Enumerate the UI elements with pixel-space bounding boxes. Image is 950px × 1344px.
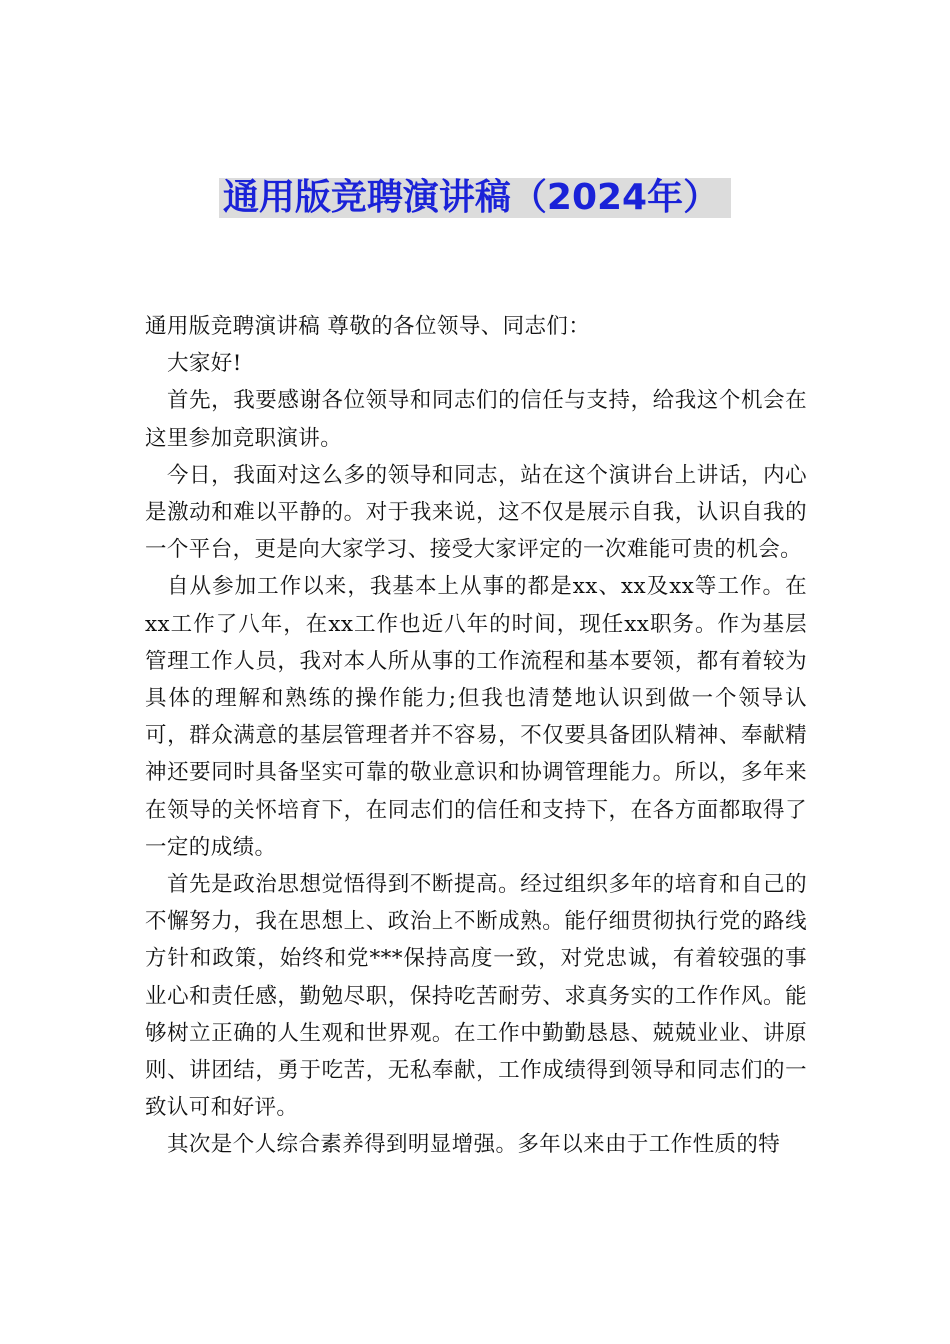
paragraph: 今日，我面对这么多的领导和同志，站在这个演讲台上讲话，内心是激动和难以平静的。对于我来说，这不仅是展示自我，认识自我的一个平台，更是向大家学习、接受大家评定的一次难能可贵的机会。 [145, 462, 807, 563]
document-body [145, 308, 807, 1164]
paragraph: 大家好! [167, 351, 242, 377]
paragraph: 其次是个人综合素养得到明显增强。多年以来由于工作性质的特 [167, 1132, 781, 1158]
paragraph: 自从参加工作以来，我基本上从事的都是xx、xx及xx等工作。在xx工作了八年，在xx工作也近八年的时间，现任xx职务。作为基层管理工作人员，我对本人所从事的工作流程和基本要领，都有着较为具体的理解和熟练的操作能力;但我也清楚地认识到做一个领导认可，群众满意的基层管理者并不容易，不仅要具备团队精神、奉献精神还要同时具备坚实可靠的敬业意识和协调管理能力。所以，多年来在领导的关怀培育下，在同志们的信任和支持下，在各方面都取得了一定的成绩。 [145, 574, 807, 860]
paragraph: 首先，我要感谢各位领导和同志们的信任与支持，给我这个机会在这里参加竞职演讲。 [145, 388, 807, 451]
paragraph: 首先是政治思想觉悟得到不断提高。经过组织多年的培育和自己的不懈努力，我在思想上、政治上不断成熟。能仔细贯彻执行党的路线方针和政策，始终和党***保持高度一致，对党忠诚，有着较强的事业心和责任感，勤勉尽职，保持吃苦耐劳、求真务实的工作作风。能够树立正确的人生观和世界观。在工作中勤勤恳恳、兢兢业业、讲原则、讲团结，勇于吃苦，无私奉献，工作成绩得到领导和同志们的一致认可和好评。 [145, 872, 807, 1121]
paragraph: 通用版竞聘演讲稿 尊敬的各位领导、同志们： [145, 314, 591, 339]
document-title: 通用版竞聘演讲稿（2024年） [219, 178, 731, 218]
title-container [0, 178, 950, 218]
